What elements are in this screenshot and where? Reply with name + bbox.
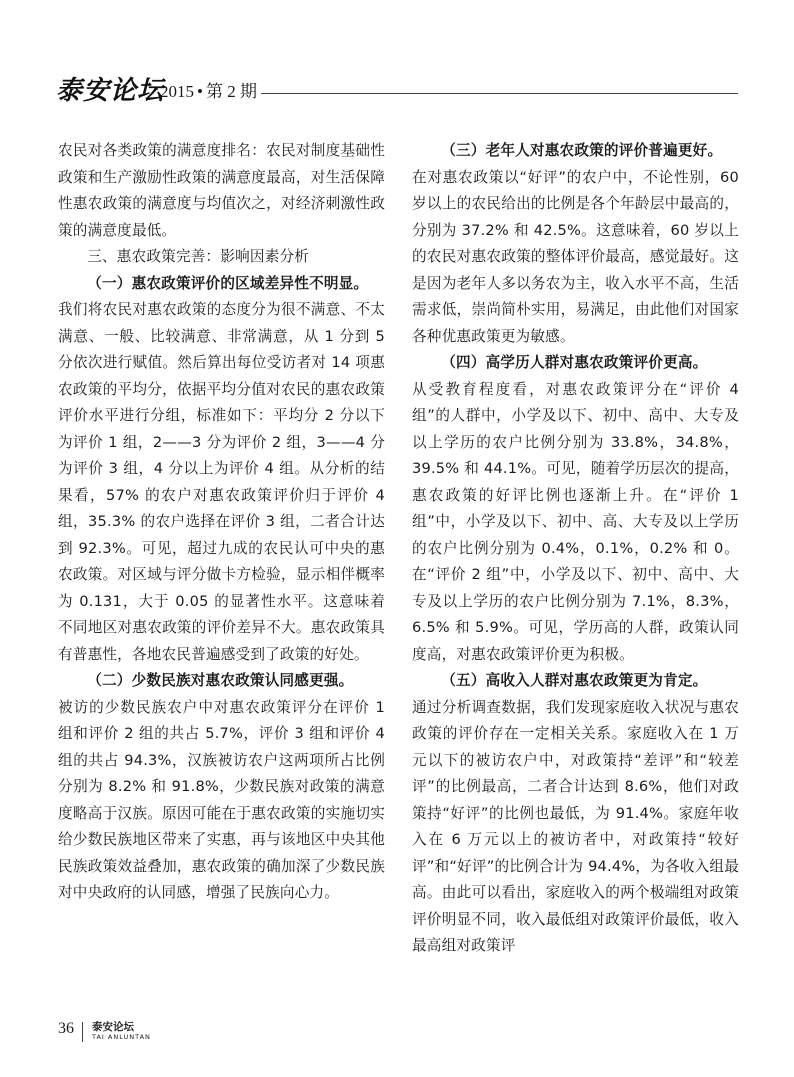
paragraph: 从受教育程度看，对惠农政策评分在“评价 4 组”的人群中，小学及以下、初中、高中、大专及以上学历的农户比例分别为 33.8%，34.8%，39.5% 和 44.1%。可见，随着学历层次的提高，惠农政策的好评比例也逐渐上升。在“评价 1 组”中，小学及以下、初中、高、大专及以上学历的农户比例分别为 0.4%，0.1%，0.2% 和 0。在“评价 2 组”中，小学及以下、初中、高中、大专及以上学历的农户比例分别为 7.1%，8.3%，6.5% 和 5.9%。可见，学历高的人群，政策认同度高，对惠农政策评价更为积极。 bbox=[412, 380, 739, 663]
paragraph: 被访的少数民族农户中对惠农政策评分在评价 1 组和评价 2 组的共占 5.7%，评价 3 组和评价 4 组的共占 94.3%，汉族被访农户这两项所占比例分别为 8.2% 和 91.8%，少数民族对政策的满意度略高于汉族。原因可能在于惠农政策的实施切实给少数民族地区带来了实惠，再与该地区中央其他民族政策效益叠加，惠农政策的确加深了少数民族对中央政府的认同感，增强了民族向心力。 bbox=[58, 698, 385, 901]
subsection-heading: （五）高收入人群对惠农政策更为肯定。 bbox=[441, 672, 708, 689]
issue-number: 第 2 期 bbox=[205, 82, 257, 101]
paragraph: 通过分析调查数据，我们发现家庭收入状况与惠农政策的评价存在一定相关关系。家庭收入在 1 万元以下的被访农户中，对政策持“差评”和“较差评”的比例最高，二者合计达到 8.6%，他们对政策持“好评”的比例也最低，为 91.4%。家庭年收入在 6 万元以上的被访者中，对政策持“较好评”和“好评”的比例合计为 94.4%，为各收入组最高。由此可以看出，家庭收入的两个极端组对政策评价明显不同，收入最低组对政策评价最低，收入最高组对政策评 bbox=[412, 698, 739, 954]
subsection-heading: （二）少数民族对惠农政策认同感更强。 bbox=[87, 672, 354, 689]
footer-journal-en: TAI ANLUNTAN bbox=[92, 1033, 151, 1041]
journal-title: 泰安论坛 bbox=[56, 76, 165, 106]
page-number: 36 bbox=[58, 1020, 74, 1037]
section-heading: 三、惠农政策完善：影响因素分析 bbox=[87, 248, 310, 265]
issue-year: 2015 bbox=[160, 82, 194, 101]
footer-journal-cn: 泰安论坛 bbox=[92, 1021, 134, 1033]
issue-separator: • bbox=[197, 82, 203, 101]
right-column bbox=[412, 138, 739, 960]
subsection-heading: （一）惠农政策评价的区域差异性不明显。 bbox=[87, 274, 369, 292]
footer-divider bbox=[82, 1022, 83, 1042]
page-header bbox=[56, 70, 738, 106]
paragraph: 我们将农民对惠农政策的态度分为很不满意、不太满意、一般、比较满意、非常满意，从 1 分到 5 分依次进行赋值。然后算出每位受访者对 14 项惠农政策的平均分，依据平均分值对农民的惠农政策评价水平进行分组，标准如下：平均分 2 分以下为评价 1 组，2——3 分为评价 2 组，3——4 分为评价 3 组，4 分以上为评价 4 组。从分析的结果看，57% 的农户对惠农政策评价归于评价 4 组，35.3% 的农户选择在评价 3 组，二者合计达到 92.3%。可见，超过九成的农民认可中央的惠农政策。对区域与评分做卡方检验，显示相伴概率为 0.131，大于 0.05 的显著性水平。这意味着不同地区对惠农政策的评价差异不大。惠农政策具有普惠性，各地农民普遍感受到了政策的好处。 bbox=[58, 301, 385, 663]
paragraph: 在对惠农政策以“好评”的农户中，不论性别，60 岁以上的农民给出的比例是各个年龄层中最高的，分别为 37.2% 和 42.5%。这意味着，60 岁以上的农民对惠农政策的整体评价最高，感觉最好。这是因为老年人多以务农为主，收入水平不高，生活需求低，崇尚简朴实用，易满足，由此他们对国家各种优惠政策更为敏感。 bbox=[412, 168, 739, 345]
issue-info bbox=[160, 77, 257, 102]
paragraph: 农民对各类政策的满意度排名：农民对制度基础性政策和生产激励性政策的满意度最高，对生活保障性惠农政策的满意度与均值次之，对经济刺激性政策的满意度最低。 bbox=[58, 142, 385, 239]
subsection-heading: （三）老年人对惠农政策的评价普遍更好。 bbox=[441, 142, 723, 159]
left-column bbox=[58, 138, 385, 907]
subsection-heading: （四）高学历人群对惠农政策评价更高。 bbox=[441, 354, 708, 371]
header-rule bbox=[261, 93, 738, 94]
